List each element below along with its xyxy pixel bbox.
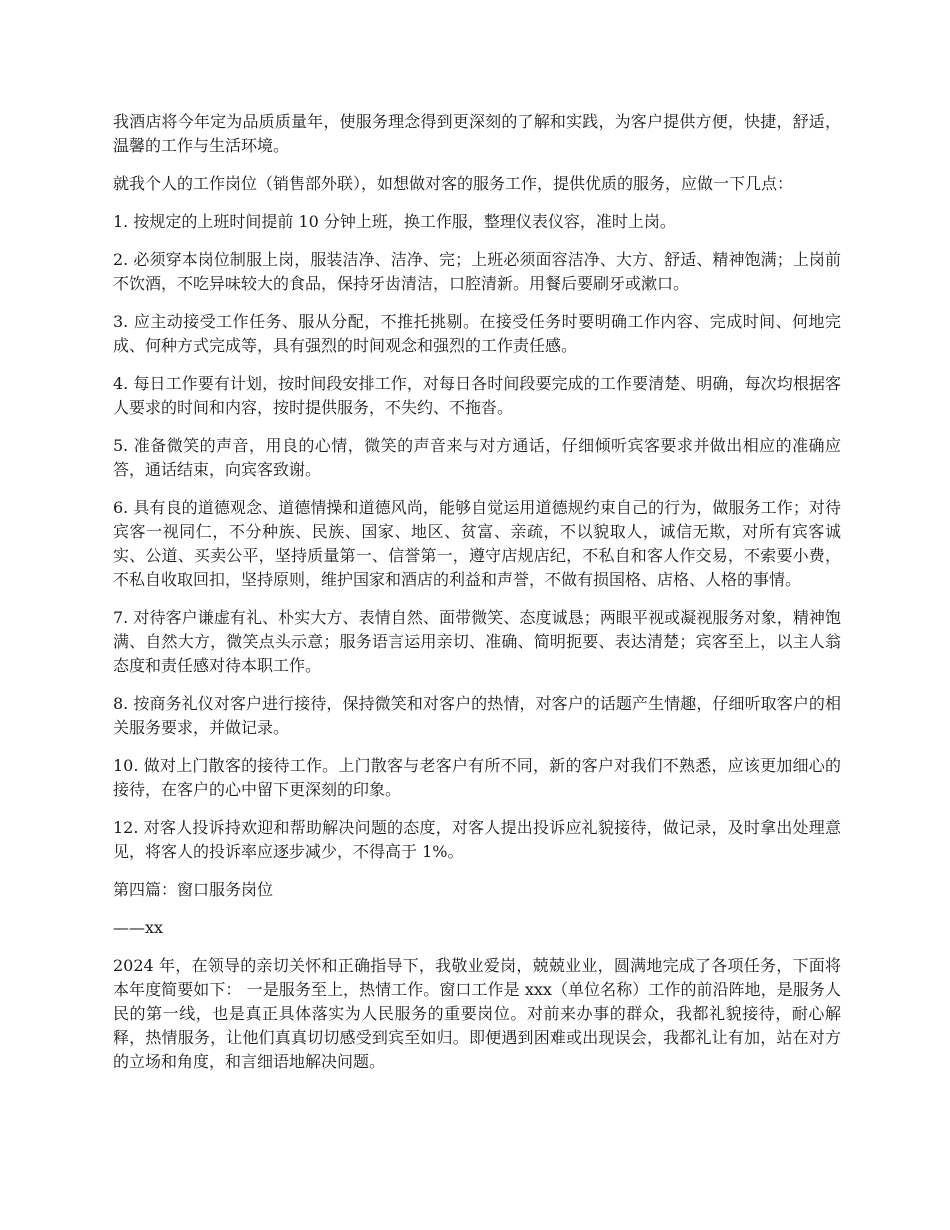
paragraph-item-3: 3. 应主动接受工作任务、服从分配，不推托挑剔。在接受任务时要明确工作内容、完成时间、何地完成、何种方式完成等，具有强烈的时间观念和强烈的工作责任感。 — [113, 312, 841, 355]
paragraph-item-6: 6. 具有良的道德观念、道德情操和道德风尚，能够自觉运用道德规约束自己的行为，做服务工作；对待宾客一视同仁，不分种族、民族、国家、地区、贫富、亲疏，不以貌取人，诚信无欺，对所有宾客诚实、公道、买卖公平，坚持质量第一、信誉第一，遵守店规店纪，不私自和客人作交易，不索要小费，不私自收取回扣，坚持原则，维护国家和酒店的利益和声誉，不做有损国格、店格、人格的事情。 — [113, 498, 841, 589]
paragraph-summary: 2024 年，在领导的亲切关怀和正确指导下，我敬业爱岗，兢兢业业，圆满地完成了各项任务，下面将本年度简要如下： 一是服务至上，热情工作。窗口工作是 xxx（单位名称）工作的前沿阵地，是服务人民的第一线，也是真正具体落实为人民服务的重要岗位。对前来办事的群众，我都礼貌接待，耐心解释，热情服务，让他们真真切切感受到宾至如归。即便遇到困难或出现误会，我都礼让有加，站在对方的立场和角度，和言细语地解决问题。 — [113, 956, 841, 1071]
paragraph-item-7: 7. 对待客户谦虚有礼、朴实大方、表情自然、面带微笑、态度诚恳；两眼平视或凝视服务对象，精神饱满、自然大方，微笑点头示意；服务语言运用亲切、准确、简明扼要、表达清楚；宾客至上，以主人翁态度和责任感对待本职工作。 — [113, 608, 841, 675]
paragraph-item-1: 1. 按规定的上班时间提前 10 分钟上班，换工作服，整理仪表仪容，准时上岗。 — [113, 212, 676, 231]
paragraph-item-8: 8. 按商务礼仪对客户进行接待，保持微笑和对客户的热情，对客户的话题产生情趣，仔细听取客户的相关服务要求，并做记录。 — [113, 694, 841, 737]
document-body — [113, 110, 841, 1088]
paragraph-item-2: 2. 必须穿本岗位制服上岗，服装洁净、洁净、完；上班必须面容洁净、大方、舒适、精神饱满；上岗前不饮酒，不吃异味较大的食品，保持牙齿清洁，口腔清新。用餐后要刷牙或漱口。 — [113, 250, 841, 293]
section-author: ——xx — [113, 918, 164, 937]
paragraph-item-10: 10. 做对上门散客的接待工作。上门散客与老客户有所不同，新的客户对我们不熟悉，应该更加细心的接待，在客户的心中留下更深刻的印象。 — [113, 756, 841, 799]
paragraph-position: 就我个人的工作岗位（销售部外联），如想做对客的服务工作，提供优质的服务，应做一下几点： — [113, 174, 794, 193]
paragraph-intro: 我酒店将今年定为品质质量年，使服务理念得到更深刻的了解和实践，为客户提供方便，快捷，舒适，温馨的工作与生活环境。 — [113, 112, 841, 155]
section-heading: 第四篇：窗口服务岗位 — [113, 880, 274, 899]
paragraph-item-5: 5. 准备微笑的声音，用良的心情，微笑的声音来与对方通话，仔细倾听宾客要求并做出相应的准确应答，通话结束，向宾客致谢。 — [113, 436, 841, 479]
paragraph-item-12: 12. 对客人投诉持欢迎和帮助解决问题的态度，对客人提出投诉应礼貌接待，做记录，及时拿出处理意见，将客人的投诉率应逐步减少，不得高于 1%。 — [113, 818, 841, 861]
paragraph-item-4: 4. 每日工作要有计划，按时间段安排工作，对每日各时间段要完成的工作要清楚、明确，每次均根据客人要求的时间和内容，按时提供服务，不失约、不拖沓。 — [113, 374, 841, 417]
